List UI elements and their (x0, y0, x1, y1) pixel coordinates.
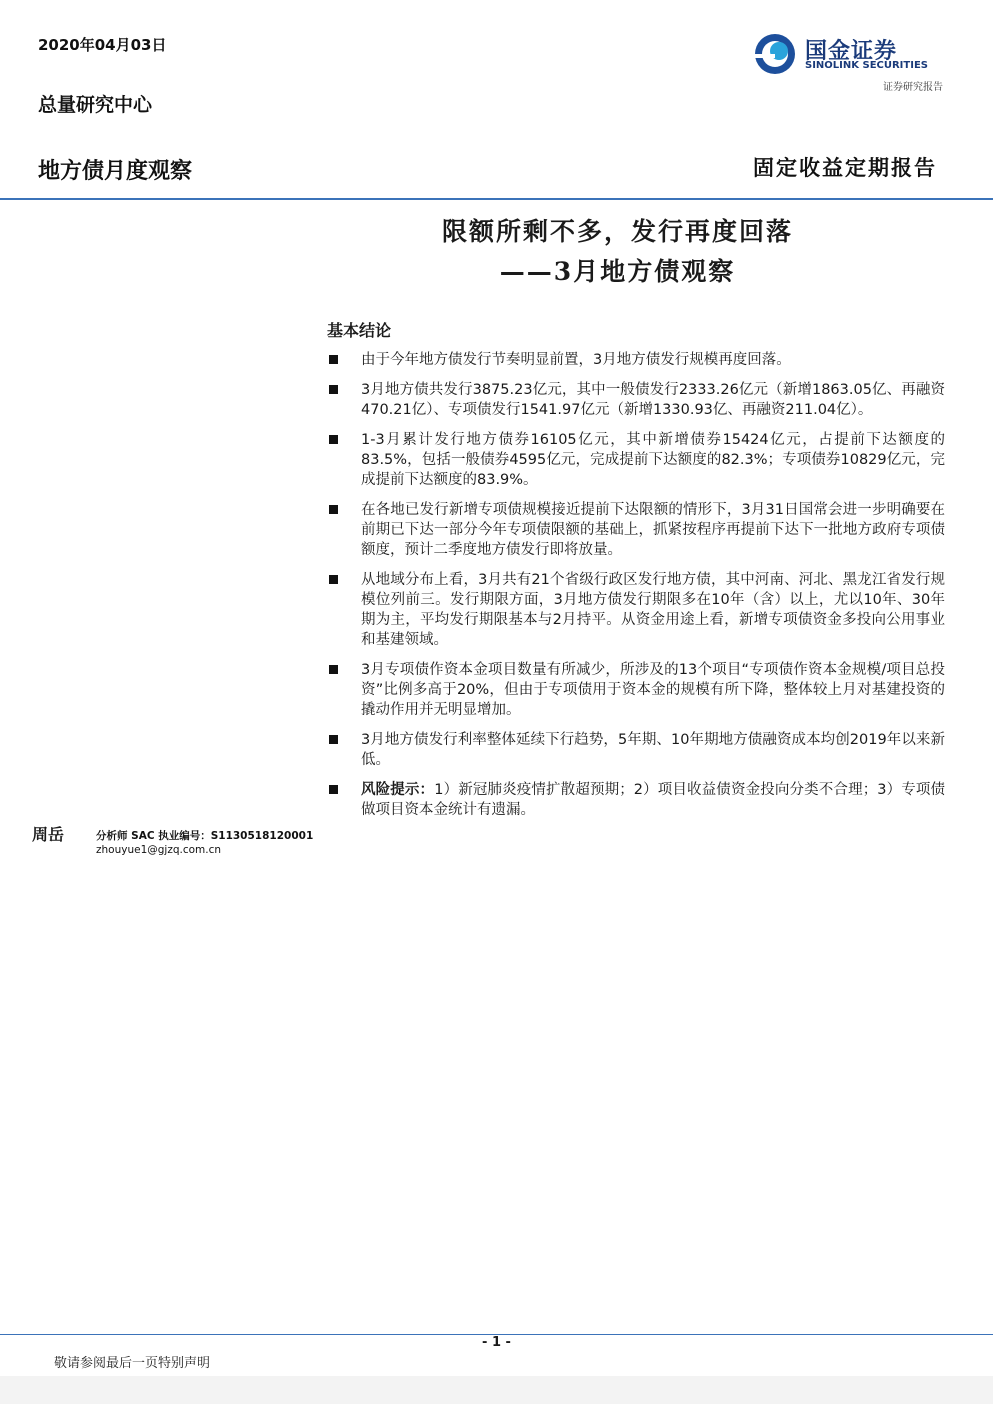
list-item-text: 1-3月累计发行地方债券16105亿元，其中新增债券15424亿元，占提前下达额度的83.5%，包括一般债券4595亿元，完成提前下达额度的82.3%；专项债券10829亿元，完成提前下达额度的83.9%。 (361, 432, 945, 488)
report-type: 固定收益定期报告 (753, 155, 937, 180)
report-subtitle: ——3月地方债观察 (499, 257, 736, 286)
header-divider (0, 198, 993, 200)
sinolink-logo-icon (753, 32, 797, 76)
page-number: - 1 - (482, 1335, 511, 1350)
report-date: 2020年04月03日 (38, 36, 167, 54)
footer-disclaimer: 敬请参阅最后一页特别声明 (54, 1356, 211, 1371)
list-item (327, 500, 945, 560)
list-item (327, 350, 945, 370)
risk-label: 风险提示： (361, 782, 435, 798)
report-title: 限额所剩不多，发行再度回落 (441, 217, 793, 246)
summary-list (327, 350, 945, 830)
bullet-square-icon (329, 785, 338, 794)
footer-band (0, 1376, 993, 1404)
bullet-square-icon (329, 505, 338, 514)
bullet-square-icon (329, 385, 338, 394)
list-item (327, 380, 945, 420)
list-item-text: 3月地方债发行利率整体延续下行趋势，5年期、10年期地方债融资成本均创2019年以来新低。 (361, 732, 945, 768)
bullet-square-icon (329, 355, 338, 364)
analyst-certificate: 分析师 SAC 执业编号：S1130518120001 (96, 830, 314, 842)
company-logo (753, 30, 943, 102)
risk-text: 1）新冠肺炎疫情扩散超预期；2）项目收益债资金投向分类不合理；3）专项债做项目资本金统计有遗漏。 (361, 782, 945, 818)
logo-subtitle: 证券研究报告 (883, 82, 943, 93)
report-series: 地方债月度观察 (38, 159, 193, 184)
analyst-name: 周岳 (32, 825, 65, 844)
bullet-square-icon (329, 735, 338, 744)
list-item-text: 从地域分布上看，3月共有21个省级行政区发行地方债，其中河南、河北、黑龙江省发行规模位列前三。发行期限方面，3月地方债发行期限多在10年（含）以上，尤以10年、30年期为主，平均发行期限基本与2月持平。从资金用途上看，新增专项债资金多投向公用事业和基建领域。 (361, 572, 945, 648)
risk-item (327, 780, 945, 820)
department-name: 总量研究中心 (38, 94, 153, 116)
list-item-text: 在各地已发行新增专项债规模接近提前下达限额的情形下，3月31日国常会进一步明确要在前期已下达一部分今年专项债限额的基础上，抓紧按程序再提前下达下一批地方政府专项债额度，预计二季度地方债发行即将放量。 (361, 502, 945, 558)
summary-heading: 基本结论 (327, 321, 392, 340)
analyst-email[interactable]: zhouyue1@gjzq.com.cn (96, 844, 222, 856)
bullet-square-icon (329, 575, 338, 584)
list-item (327, 660, 945, 720)
logo-text-en: SINOLINK SECURITIES (805, 60, 928, 71)
list-item (327, 570, 945, 650)
bullet-square-icon (329, 665, 338, 674)
logo-text-cn: 国金证券 (805, 39, 898, 64)
list-item-text: 由于今年地方债发行节奏明显前置，3月地方债发行规模再度回落。 (361, 352, 791, 368)
list-item (327, 730, 945, 770)
list-item-text: 3月专项债作资本金项目数量有所减少，所涉及的13个项目“专项债作资本金规模/项目总投资”比例多高于20%，但由于专项债用于资本金的规模有所下降，整体较上月对基建投资的撬动作用并无明显增加。 (361, 662, 945, 718)
list-item-text: 3月地方债共发行3875.23亿元，其中一般债发行2333.26亿元（新增1863.05亿、再融资470.21亿）、专项债发行1541.97亿元（新增1330.93亿、再融资211.04亿）。 (361, 382, 945, 418)
list-item (327, 430, 945, 490)
bullet-square-icon (329, 435, 338, 444)
